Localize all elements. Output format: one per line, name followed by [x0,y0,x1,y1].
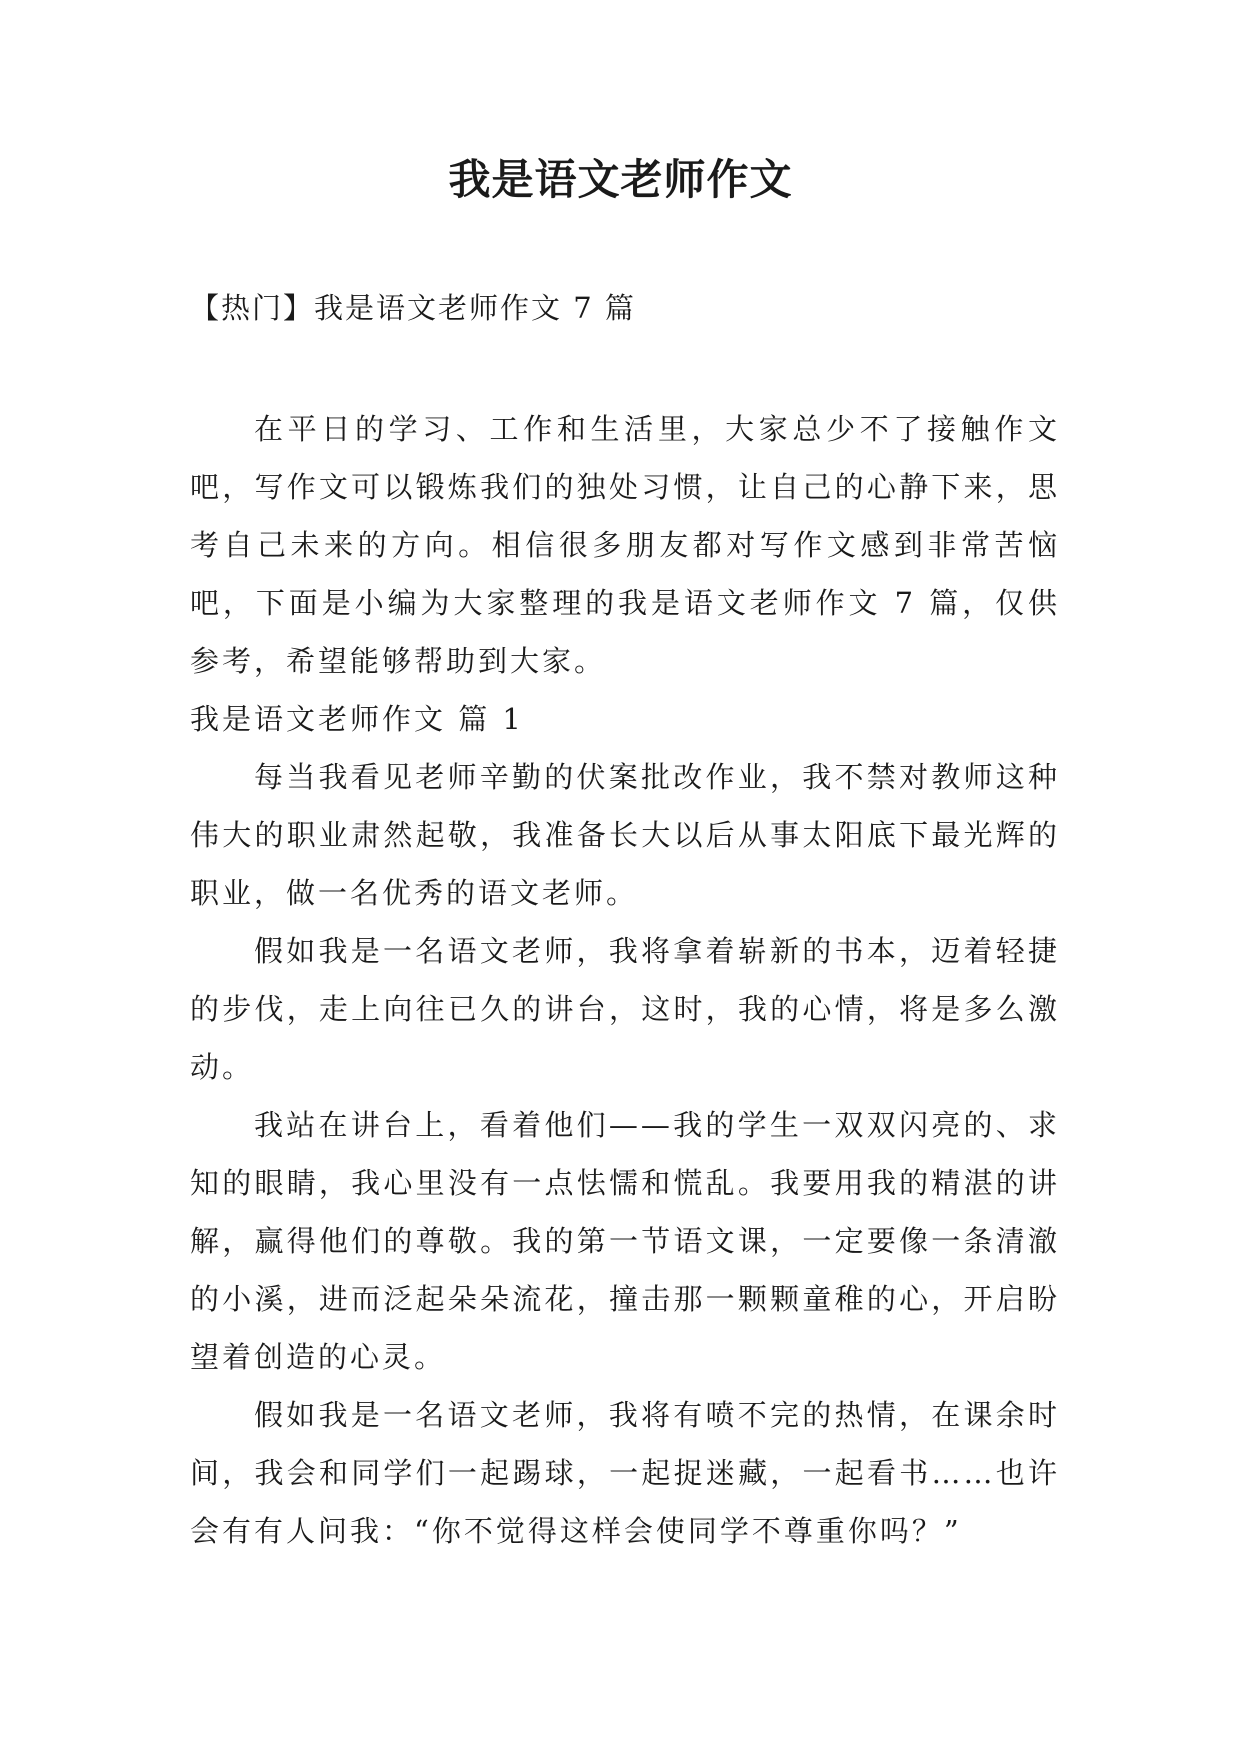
body-paragraph: 假如我是一名语文老师，我将有喷不完的热情，在课余时间，我会和同学们一起踢球，一起捉迷藏，一起看书……也许会有有人问我：“你不觉得这样会使同学不尊重你吗？” [190,1398,1060,1548]
section-heading: 我是语文老师作文 篇 1 [190,702,524,736]
intro-paragraph: 在平日的学习、工作和生活里，大家总少不了接触作文吧，写作文可以锻炼我们的独处习惯，让自己的心静下来，思考自己未来的方向。相信很多朋友都对写作文感到非常苦恼吧，下面是小编为大家整理的我是语文老师作文 7 篇，仅供参考，希望能够帮助到大家。 [190,412,1060,678]
document-title: 我是语文老师作文 [448,155,793,204]
document-body [190,400,1060,1560]
body-paragraph: 我站在讲台上，看着他们——我的学生一双双闪亮的、求知的眼睛，我心里没有一点怯懦和慌乱。我要用我的精湛的讲解，赢得他们的尊敬。我的第一节语文课，一定要像一条清澈的小溪，进而泛起朵朵流花，撞击那一颗颗童稚的心，开启盼望着创造的心灵。 [190,1108,1060,1374]
body-paragraph: 假如我是一名语文老师，我将拿着崭新的书本，迈着轻捷的步伐，走上向往已久的讲台，这时，我的心情，将是多么激动。 [190,934,1060,1084]
body-paragraph: 每当我看见老师辛勤的伏案批改作业，我不禁对教师这种伟大的职业肃然起敬，我准备长大以后从事太阳底下最光辉的职业，做一名优秀的语文老师。 [190,760,1060,910]
document-subtitle: 【热门】我是语文老师作文 7 篇 [190,291,636,325]
